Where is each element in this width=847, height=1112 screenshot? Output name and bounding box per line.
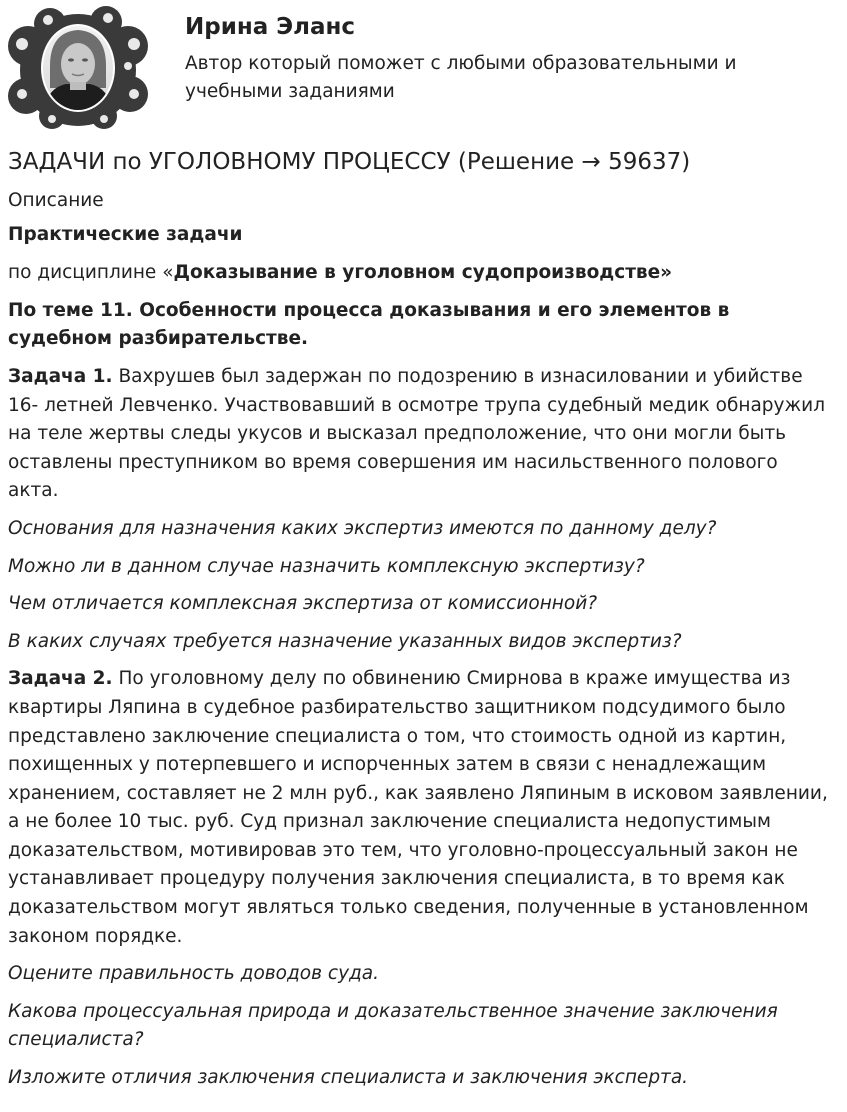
task-1-question: Чем отличается комплексная экспертиза от комиссионной? <box>8 593 598 615</box>
task-2-question: Изложите отличия заключения специалиста и заключения эксперта. <box>8 1067 689 1089</box>
author-avatar <box>6 6 152 130</box>
discipline-prefix: по дисциплине « <box>8 262 174 284</box>
topic-text: По теме 11. Особенности процесса доказывания и его элементов в судебном разбирательстве. <box>8 299 730 350</box>
author-header <box>0 0 847 135</box>
task-1-paragraph <box>8 363 834 506</box>
document-body <box>8 145 834 1102</box>
task-1-question: Основания для назначения каких экспертиз имеются по данному делу? <box>8 517 717 539</box>
task-1-question: В каких случаях требуется назначение указанных видов экспертиз? <box>8 630 682 652</box>
practical-tasks-heading: Практические задачи <box>8 223 243 245</box>
discipline-suffix: » <box>660 262 673 284</box>
task-2-label: Задача 2. <box>8 668 113 690</box>
task-2-text: По уголовному делу по обвинению Смирнова в краже имущества из квартиры Ляпина в судебное разбирательство защитником подсудимого было представлено заключение специалиста о том, что стоимость одной из картин, похищенных у потерпевшего и испорченных затем в связи с ненадлежащим хранением, составляет не 2 млн руб., как заявлено Ляпиным в исковом заявлении, а не более 10 тыс. руб. Суд признал заключение специалиста недопустимым доказательством, мотивировав это тем, что уголовно-процессуальный закон не устанавливает процедуру получения заключения специалиста, в то время как доказательством могут являться только сведения, полученные в установленном законом порядке. <box>8 668 828 947</box>
task-2-question: Оцените правильность доводов суда. <box>8 963 380 985</box>
description-label: Описание <box>8 190 104 211</box>
topic-heading <box>8 297 834 354</box>
task-2-question: Какова процессуальная природа и доказательственное значение заключения специалиста? <box>8 1000 778 1051</box>
document-title: ЗАДАЧИ по УГОЛОВНОМУ ПРОЦЕССУ (Решение → 59637) <box>8 149 691 175</box>
discipline-name: Доказывание в уголовном судопроизводстве <box>173 262 661 284</box>
task-2-paragraph <box>8 665 834 951</box>
task-1-text: Вахрушев был задержан по подозрению в изнасиловании и убийстве 16- летней Левченко. Участвовавший в осмотре трупа судебный медик обнаружил на теле жертвы следы укусов и высказал предположение, что они могли быть оставлены преступником во время совершения им насильственного полового акта. <box>8 365 826 502</box>
author-description: Автор который поможет с любыми образовательными и учебными заданиями <box>185 53 737 102</box>
task-1-question: Можно ли в данном случае назначить комплексную экспертизу? <box>8 555 645 577</box>
task-1-label: Задача 1. <box>8 365 113 387</box>
author-name: Ирина Эланс <box>185 14 356 40</box>
discipline-line <box>8 259 834 288</box>
